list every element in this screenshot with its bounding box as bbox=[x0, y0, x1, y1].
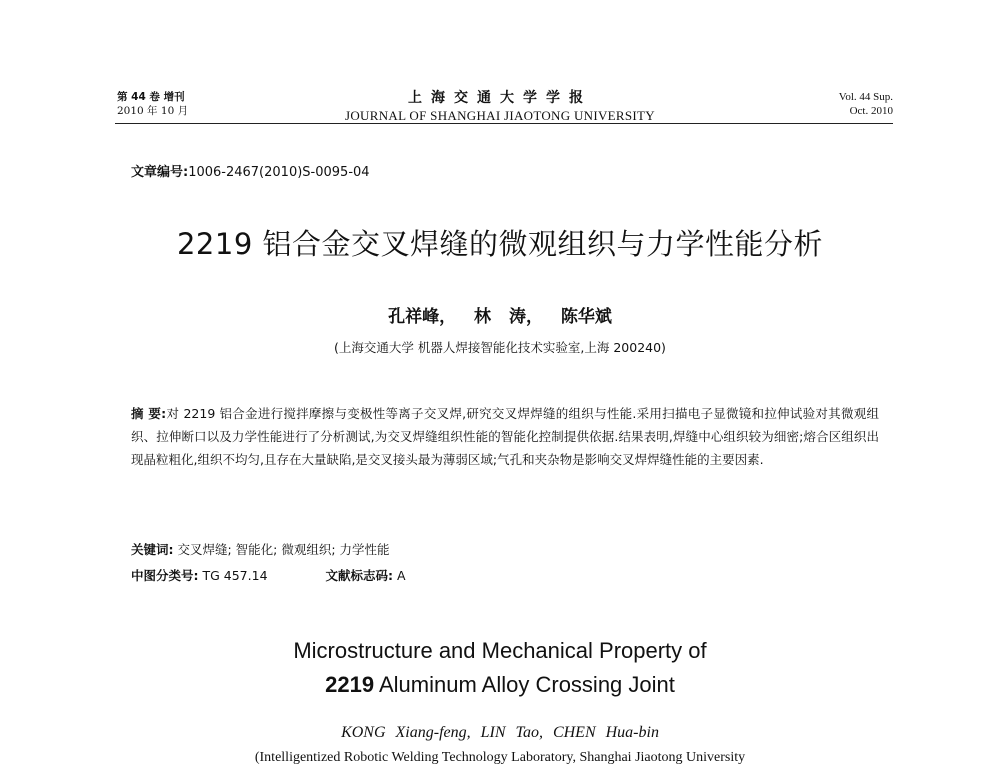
header-divider bbox=[115, 123, 893, 124]
article-number-value: 1006-2467(2010)S-0095-04 bbox=[188, 165, 370, 180]
authors-cn: 孔祥峰， 林 涛， 陈华斌 bbox=[388, 307, 612, 327]
article-number bbox=[131, 161, 370, 180]
abstract-text: 对 2219 铝合金进行搅拌摩擦与变极性等离子交叉焊,研究交叉焊焊缝的组织与性能.采用扫描电子显微镜和拉伸试验对其微观组织、拉伸断口以及力学性能进行了分析测试,为交叉焊缝组织性能的智能化控制提供依据.结果表明,焊缝中心组织较为细密;熔合区组织出现晶粒粗化,组织不均匀,且存在大量缺陷,是交叉接头最为薄弱区域;气孔和夹杂物是影响交叉焊焊缝性能的主要因素. bbox=[131, 406, 879, 467]
abstract-label: 摘 要: bbox=[131, 406, 167, 421]
classification-row bbox=[131, 566, 406, 584]
affiliation-en: (Intelligentized Robotic Welding Technology Laboratory, Shanghai Jiaotong University bbox=[254, 750, 746, 765]
journal-name bbox=[300, 90, 700, 124]
paper-title-cn: 2219 铝合金交叉焊缝的微观组织与力学性能分析 bbox=[176, 227, 824, 261]
keywords-value: 交叉焊缝; 智能化; 微观组织; 力学性能 bbox=[177, 542, 390, 557]
publication-date: 2010 年 10 月 bbox=[117, 105, 189, 117]
authors-en: KONG Xiang-feng, LIN Tao, CHEN Hua-bin bbox=[341, 724, 659, 741]
volume-issue: 第 44 卷 增刊 bbox=[117, 91, 185, 103]
journal-name-cn: 上海交通大学学报 bbox=[408, 90, 592, 106]
title-en-line2-rest: Aluminum Alloy Crossing Joint bbox=[374, 672, 675, 697]
paper-title-en bbox=[150, 634, 850, 702]
keywords-cn bbox=[131, 540, 390, 558]
title-en-line2 bbox=[150, 668, 850, 702]
title-en-line1: Microstructure and Mechanical Property of bbox=[293, 638, 707, 663]
volume-issue-en: Vol. 44 Sup. bbox=[838, 91, 893, 103]
article-number-label: 文章编号: bbox=[131, 165, 189, 180]
title-en-line2-bold: 2219 bbox=[325, 672, 375, 697]
publication-date-en: Oct. 2010 bbox=[849, 105, 893, 117]
doc-code-label: 文献标志码: bbox=[325, 568, 393, 583]
clc-label: 中图分类号: bbox=[131, 568, 199, 583]
keywords-label: 关键词: bbox=[131, 542, 174, 557]
doc-code-value: A bbox=[396, 568, 406, 583]
volume-info bbox=[117, 90, 188, 118]
clc-value: TG 457.14 bbox=[202, 568, 268, 583]
volume-info-en bbox=[839, 90, 893, 118]
abstract-cn bbox=[131, 402, 879, 471]
affiliation-cn: (上海交通大学 机器人焊接智能化技术实验室,上海 200240) bbox=[334, 340, 666, 355]
journal-name-en: JOURNAL OF SHANGHAI JIAOTONG UNIVERSITY bbox=[345, 108, 655, 123]
